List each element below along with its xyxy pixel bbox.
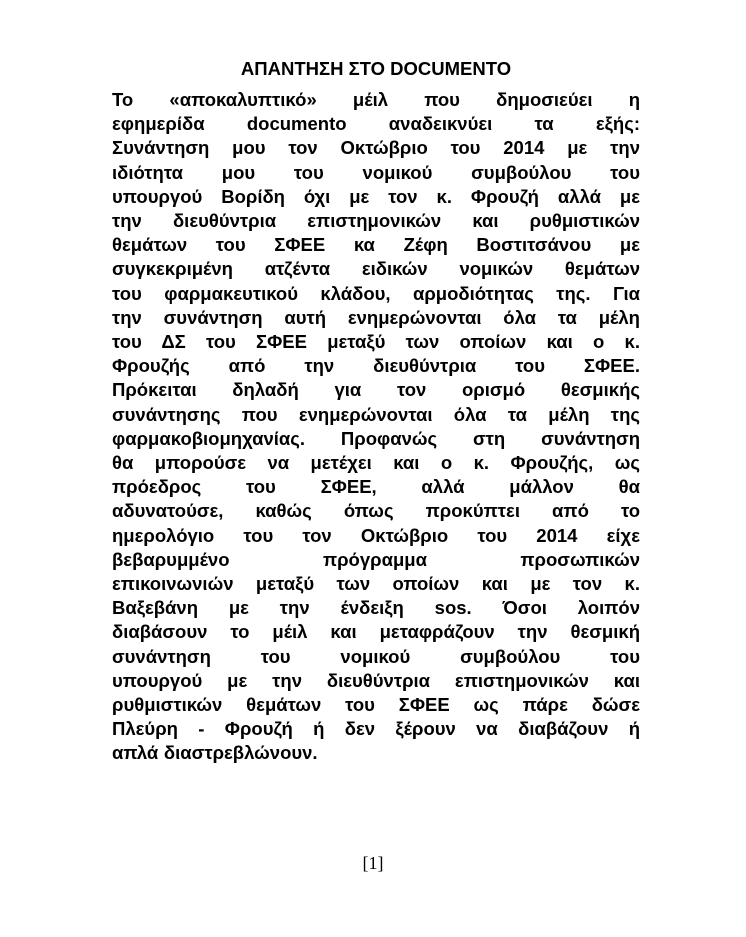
body-line: Πρόκειται δηλαδή για τον ορισμό θεσμικής [112,379,640,401]
body-line: φαρμακοβιομηχανίας. Προφανώς στη συνάντηση [112,427,640,449]
body-line: Πλεύρη - Φρουζή ή δεν ξέρουν να διαβάζουν ή [112,718,640,740]
body-line: ιδιότητα μου του νομικού συμβούλου του [112,161,640,183]
body-line: πρόεδρος του ΣΦΕΕ, αλλά μάλλον θα [112,476,640,498]
body-line: απλά διαστρεβλώνουν. [112,742,318,764]
body-line: υπουργού Βορίδη όχι με τον κ. Φρουζή αλλά με [112,185,640,207]
body-line: την διευθύντρια επιστημονικών και ρυθμιστικών [112,210,640,232]
body-line: αδυνατούσε, καθώς όπως προκύπτει από το [112,500,640,522]
page-number: [1] [362,853,384,873]
body-line: εφημερίδα documento αναδεικνύει τα εξής: [112,113,640,135]
body-line: ημερολόγιο του τον Οκτώβριο του 2014 είχε [112,524,640,546]
body-line: βεβαρυμμένο πρόγραμμα προσωπικών [112,548,640,570]
body-line: επικοινωνιών μεταξύ των οποίων και με τον κ. [112,573,640,595]
document-title: ΑΠΑΝΤΗΣΗ ΣΤΟ DOCUMENTO [240,58,512,79]
body-line: θα μπορούσε να μετέχει και ο κ. Φρουζής, ως [112,452,640,474]
body-line: ρυθμιστικών θεμάτων του ΣΦΕΕ ως πάρε δώσε [112,694,640,716]
body-line: την συνάντηση αυτή ενημερώνονται όλα τα μέλη [112,306,640,328]
body-line: του ΔΣ του ΣΦΕΕ μεταξύ των οποίων και ο κ. [112,331,640,353]
body-line: συνάντησης που ενημερώνονται όλα τα μέλη της [112,403,640,425]
document-body [112,88,640,766]
body-line: Βαξεβάνη με την ένδειξη sos. Όσοι λοιπόν [112,597,640,619]
body-line: διαβάσουν το μέιλ και μεταφράζουν την θεσμική [112,621,640,643]
body-line: συγκεκριμένη ατζέντα ειδικών νομικών θεμάτων [112,258,640,280]
body-line: Φρουζής από την διευθύντρια του ΣΦΕΕ. [112,355,640,377]
body-line: συνάντηση του νομικού συμβούλου του [112,645,640,667]
body-line: Συνάντηση μου τον Οκτώβριο του 2014 με την [112,137,640,159]
body-line: του φαρμακευτικού κλάδου, αρμοδιότητας της. Για [112,282,640,304]
body-line: Το «αποκαλυπτικό» μέιλ που δημοσιεύει η [112,89,640,110]
body-line: θεμάτων του ΣΦΕΕ κα Ζέφη Βοστιτσάνου με [112,234,640,256]
body-line: υπουργού με την διευθύντρια επιστημονικών και [112,669,640,691]
